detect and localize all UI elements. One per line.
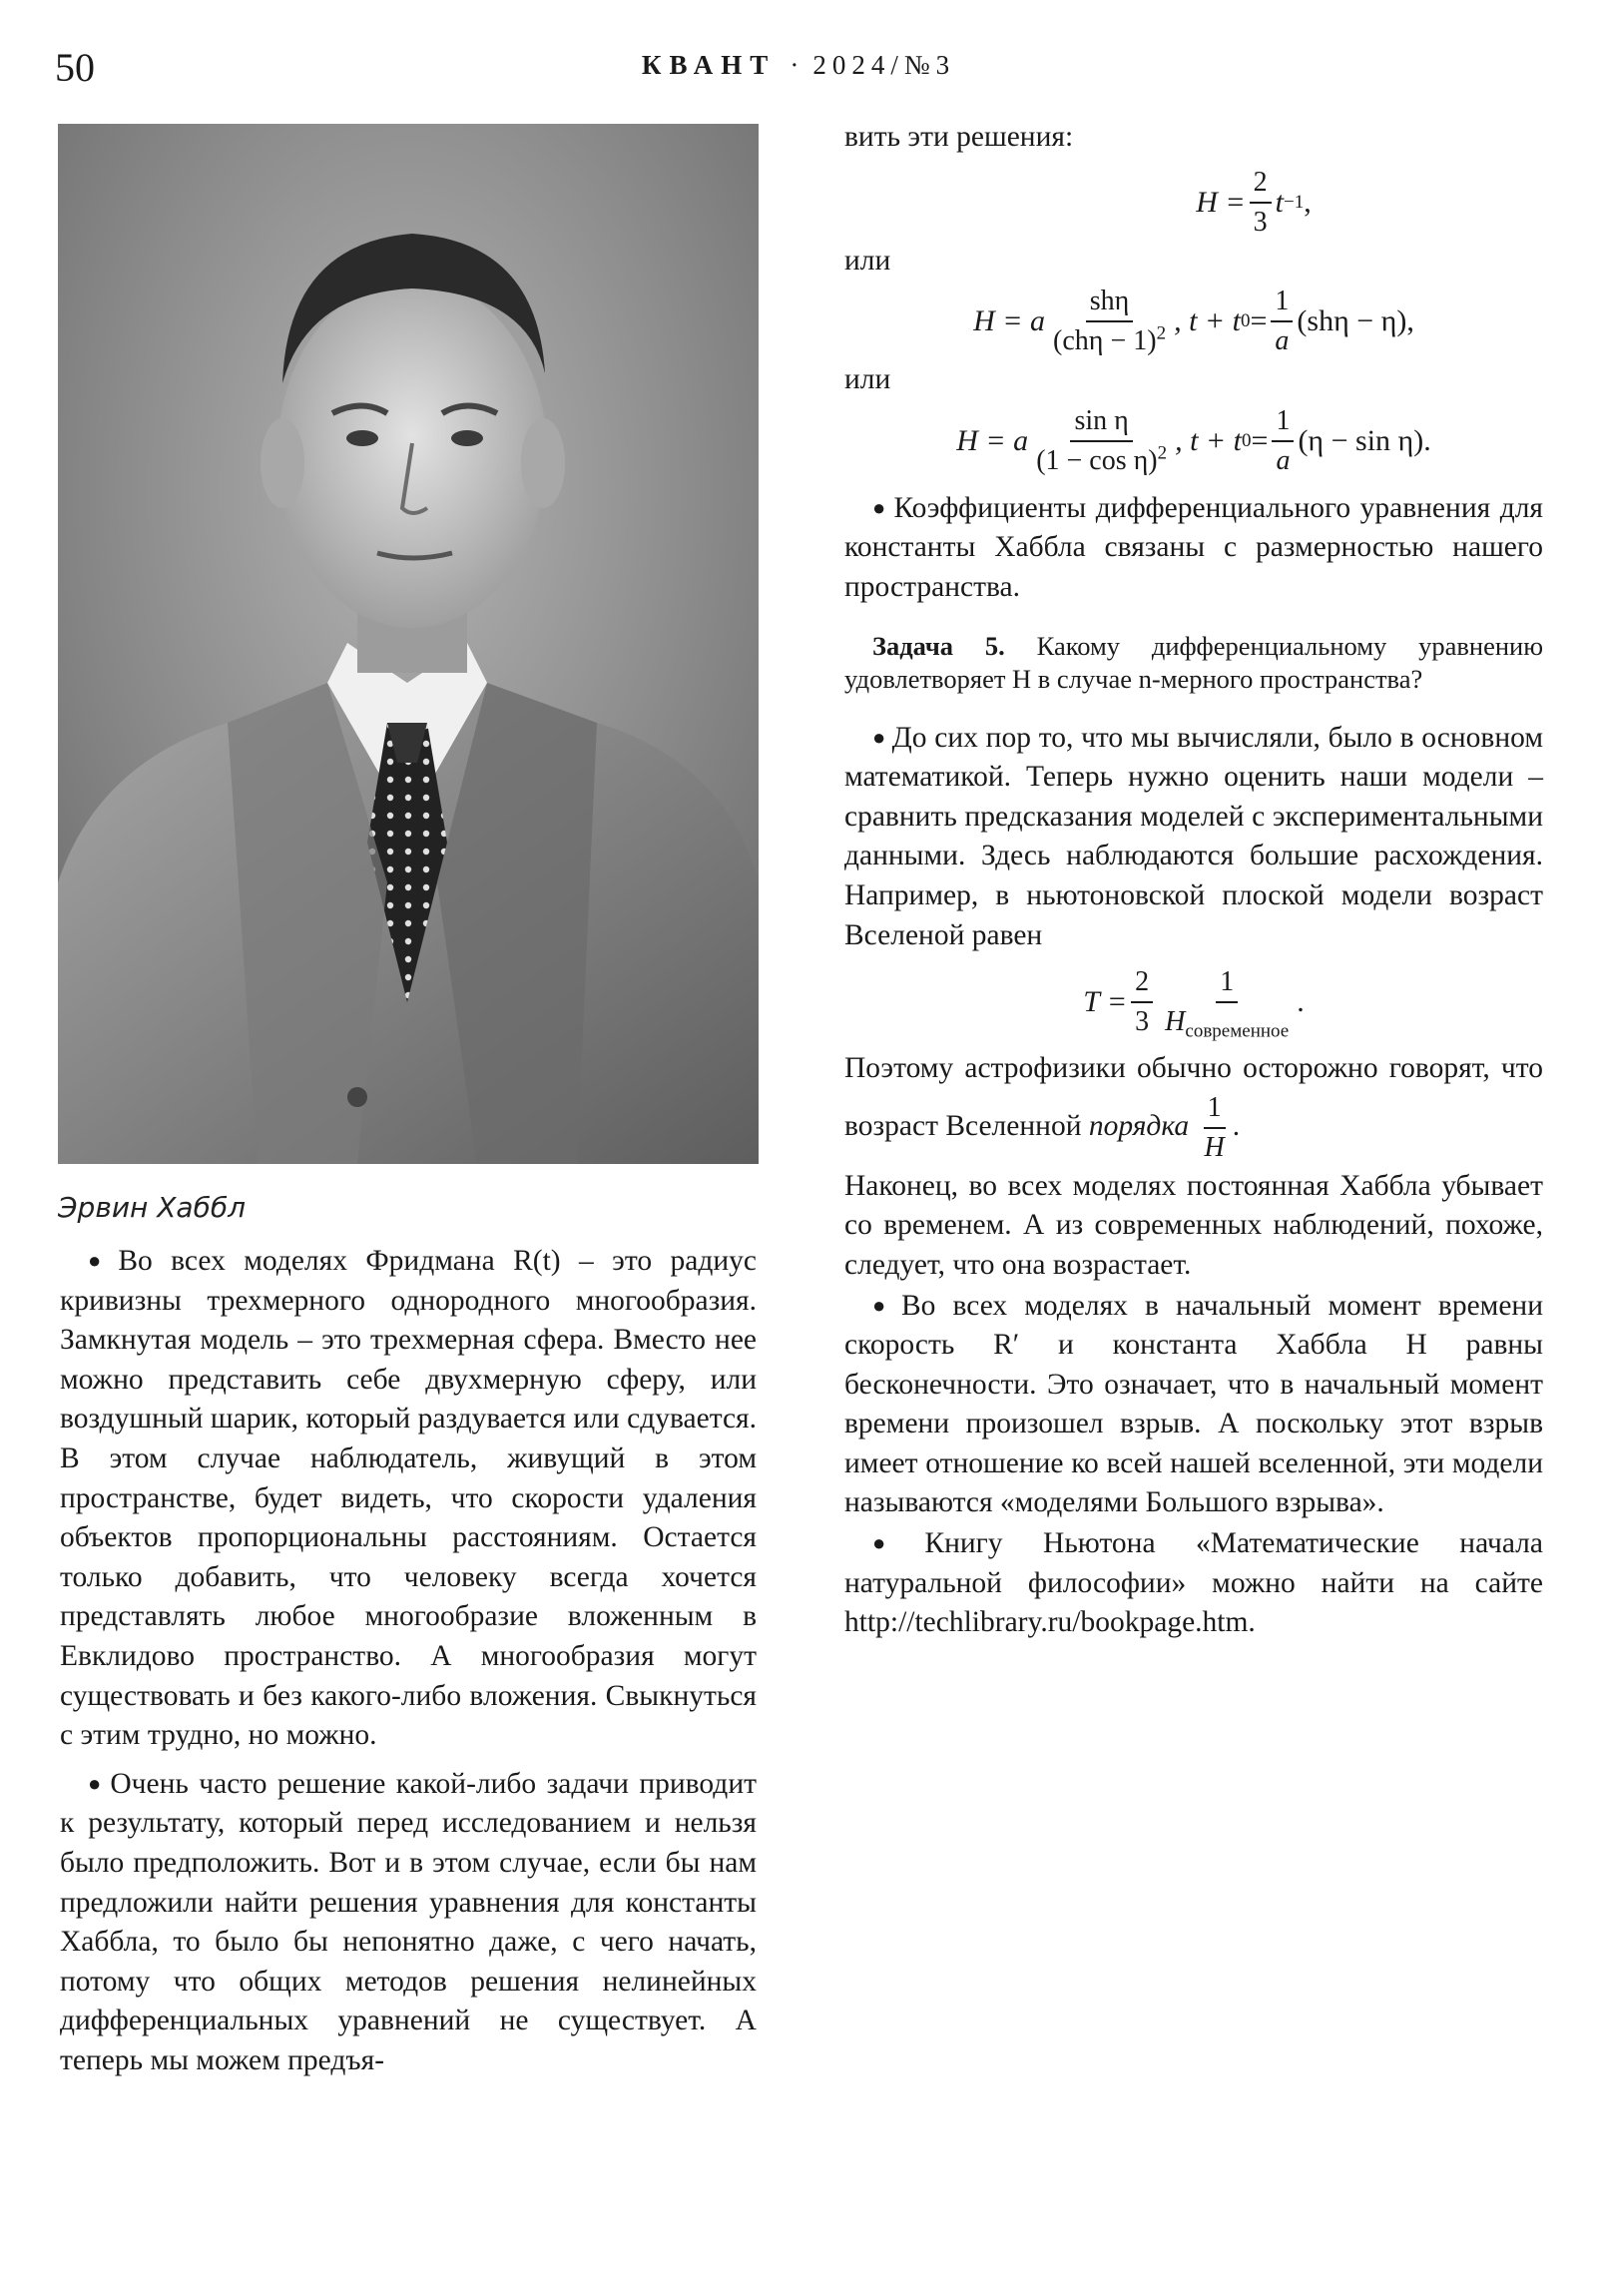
page-header <box>0 44 1597 94</box>
portrait-photo <box>58 124 759 1164</box>
journal-title <box>0 50 1597 81</box>
bullet-icon: ● <box>88 1248 113 1273</box>
paragraph-newton: ● Книгу Ньютона «Математические начала натуральной философии» можно найти на сайте http://techlibrary.ru/bookpage.htm. <box>844 1527 1543 1639</box>
bullet-icon: ● <box>88 1770 105 1796</box>
bullet-icon: ● <box>872 494 888 520</box>
paragraph-astrophysicists: Поэтому астрофизики обычно осторожно говорят, что возраст Вселенной порядка $\frac{1}{H}$ . <box>844 1052 1543 1163</box>
formula-h-closed: H = a $\frac{\text{sin η}}{(1 - \cos \eta)^2}$ , t + t 0 = $\frac{1}{a}$ (η − sin η). <box>844 402 1543 480</box>
paragraph-intro: вить эти решения: <box>844 121 1074 153</box>
journal-name: КВАНТ <box>641 50 777 80</box>
formula-h-open: H = a $\frac{\text{shη}}{(ch\eta - 1)^2}$ , t + t 0 = $\frac{1}{a}$ (shη − η), <box>844 283 1543 360</box>
task-label: Задача 5. <box>872 630 1005 661</box>
header-separator: · <box>790 50 799 80</box>
page-number: 50 <box>55 45 95 90</box>
formula-h-flat: H = $\frac{2}{3}$ t −1 , <box>844 164 1543 242</box>
paragraph-friedman: ● Во всех моделях Фридмана R(t) – это радиус кривизны трехмерного однородного многообразия. Замкнутая модель – это трехмерная сфера. Вместо нее можно представить себе двухмерную сферу, или воздушный шарик, который раздувается или сдувается. В этом случае наблюдатель, живущий в этом пространстве, будет видеть, что скорости удаления объектов пропорциональны расстояниям. Остается только добавить, что человеку всегда хочется представлять любое многообразие вложенным в Евклидово пространство. А многообразия могут существовать и без какого-либо вложения. Свыкнуться с этим трудно, но можно. <box>60 1245 757 1752</box>
formula-age: T = $\frac{2}{3}$ $\frac{1}{H_{современное}}$ . <box>844 963 1543 1041</box>
right-column <box>844 118 1543 1643</box>
task-5: Задача 5. Какому дифференциальному уравнению удовлетворяет H в случае n-мерного пространства? <box>844 630 1544 694</box>
bullet-icon: ● <box>872 724 886 750</box>
paragraph-finally: Наконец, во всех моделях постоянная Хаббла убывает со временем. А из современных наблюдений, похоже, следует, что она возрастает. <box>844 1169 1543 1281</box>
bullet-icon: ● <box>872 1292 895 1318</box>
text-or: или <box>844 244 891 277</box>
paragraph-models: ● До сих пор то, что мы вычисляли, было в основном математикой. Теперь нужно оценить наши модели – сравнить предсказания моделей с экспериментальными данными. Здесь наблюдаются большие расхождения. Например, в ньютоновской плоской модели возраст Вселеной равен <box>844 721 1543 951</box>
bullet-icon: ● <box>872 1530 919 1556</box>
journal-issue: 2024/№3 <box>812 50 956 80</box>
text-or: или <box>844 363 891 396</box>
left-column <box>60 1241 757 2080</box>
portrait-photo-icon <box>58 124 759 1164</box>
paragraph-solutions: ● Очень часто решение какой-либо задачи приводит к результату, который перед исследованием и нельзя было предположить. Вот и в этом случае, если бы нам предложили найти решения уравнения для константы Хаббла, то было бы непонятно даже, с чего начать, потому что общих методов решения нелинейных дифференциальных уравнений не существует. А теперь мы можем предъя- <box>60 1767 757 2076</box>
paragraph-coefficients: ● Коэффициенты дифференциального уравнения для константы Хаббла связаны с размерностью нашего пространства. <box>844 491 1543 603</box>
figure-caption: Эрвин Хаббл <box>58 1191 247 1224</box>
paragraph-big-bang: ● Во всех моделях в начальный момент времени скорость R′ и константа Хаббла H равны бесконечности. Это означает, что в начальный момент времени произошел взрыв. А поскольку этот взрыв имеет отношение ко всей нашей вселенной, эти модели называются «моделями Большого взрыва». <box>844 1289 1543 1519</box>
